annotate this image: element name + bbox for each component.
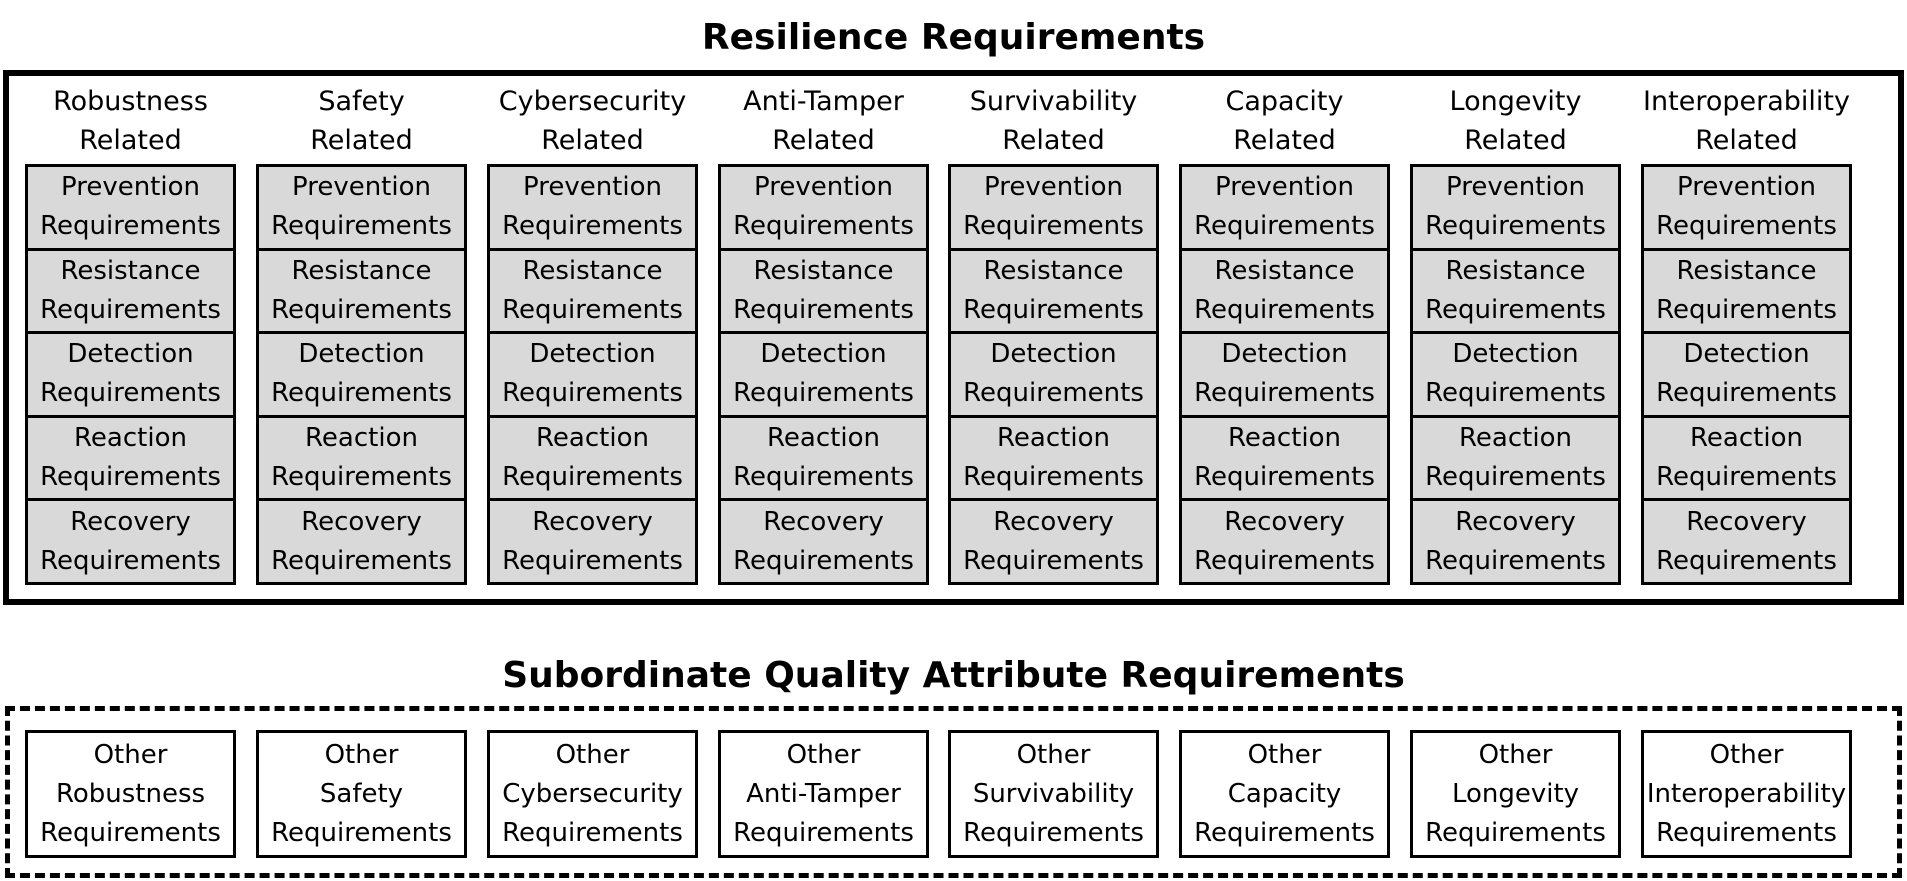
cell-text-line: Requirements <box>40 294 221 325</box>
cell-text-line: Reaction <box>305 423 418 454</box>
recovery-requirements-cell <box>951 498 1156 582</box>
box-text-line: Other <box>324 739 399 770</box>
box-text-line: Other <box>786 739 861 770</box>
box-text-line: Other <box>1709 739 1784 770</box>
cell-text-line: Reaction <box>997 423 1110 454</box>
box-text-line: Other <box>1016 739 1091 770</box>
column-header-longevity <box>1390 82 1641 160</box>
cell-text-line: Prevention <box>983 172 1123 203</box>
cell-text-line: Resistance <box>1676 255 1817 286</box>
other-anti-tamper-requirements-box <box>718 730 929 858</box>
prevention-requirements-cell <box>259 167 464 248</box>
cell-text-line: Requirements <box>963 378 1144 409</box>
cell-text-line: Detection <box>1452 339 1579 370</box>
other-longevity-requirements-box <box>1410 730 1621 858</box>
cell-text-line: Requirements <box>733 294 914 325</box>
column-header-line: Survivability <box>969 86 1138 117</box>
prevention-requirements-cell <box>1182 167 1387 248</box>
reaction-requirements-cell <box>1644 415 1849 499</box>
column-header-line: Cybersecurity <box>498 86 687 117</box>
box-text-line: Requirements <box>1194 817 1375 848</box>
cell-text-line: Resistance <box>983 255 1124 286</box>
column-header-capacity <box>1159 82 1410 160</box>
column-header-line: Capacity <box>1225 86 1344 117</box>
box-text-line: Requirements <box>1425 817 1606 848</box>
resistance-requirements-cell <box>490 248 695 332</box>
cell-text-line: Requirements <box>1425 294 1606 325</box>
reaction-requirements-cell <box>1182 415 1387 499</box>
recovery-requirements-cell <box>721 498 926 582</box>
cell-text-line: Requirements <box>1194 462 1375 493</box>
box-text-line: Requirements <box>40 817 221 848</box>
cell-text-line: Requirements <box>40 211 221 242</box>
cell-text-line: Recovery <box>301 506 422 537</box>
requirements-stack-robustness <box>25 164 236 585</box>
cell-text-line: Requirements <box>40 378 221 409</box>
cell-text-line: Requirements <box>963 294 1144 325</box>
recovery-requirements-cell <box>1644 498 1849 582</box>
reaction-requirements-cell <box>28 415 233 499</box>
column-header-line: Related <box>1233 125 1336 156</box>
box-text-line: Cybersecurity <box>502 778 683 809</box>
prevention-requirements-cell <box>721 167 926 248</box>
recovery-requirements-cell <box>259 498 464 582</box>
cell-text-line: Requirements <box>1656 545 1837 576</box>
detection-requirements-cell <box>951 331 1156 415</box>
requirements-stack-survivability <box>948 164 1159 585</box>
cell-text-line: Reaction <box>767 423 880 454</box>
detection-requirements-cell <box>721 331 926 415</box>
requirements-stack-interoperability <box>1641 164 1852 585</box>
box-text-line: Interoperability <box>1646 778 1847 809</box>
cell-text-line: Requirements <box>502 462 683 493</box>
cell-text-line: Detection <box>1683 339 1810 370</box>
column-header-cybersecurity <box>467 82 718 160</box>
reaction-requirements-cell <box>951 415 1156 499</box>
column-header-interoperability <box>1621 82 1872 160</box>
prevention-requirements-cell <box>1644 167 1849 248</box>
cell-text-line: Requirements <box>502 545 683 576</box>
column-header-line: Interoperability <box>1643 86 1850 117</box>
column-header-line: Related <box>1695 125 1798 156</box>
cell-text-line: Requirements <box>963 545 1144 576</box>
cell-text-line: Requirements <box>1656 211 1837 242</box>
cell-text-line: Requirements <box>1656 378 1837 409</box>
detection-requirements-cell <box>490 331 695 415</box>
requirements-stack-longevity <box>1410 164 1621 585</box>
cell-text-line: Requirements <box>1656 294 1837 325</box>
box-text-line: Other <box>555 739 630 770</box>
column-header-line: Safety <box>318 86 405 117</box>
resistance-requirements-cell <box>28 248 233 332</box>
requirements-stack-cybersecurity <box>487 164 698 585</box>
other-cybersecurity-requirements-box <box>487 730 698 858</box>
detection-requirements-cell <box>1644 331 1849 415</box>
cell-text-line: Requirements <box>1194 294 1375 325</box>
cell-text-line: Prevention <box>291 172 431 203</box>
recovery-requirements-cell <box>28 498 233 582</box>
cell-text-line: Prevention <box>522 172 662 203</box>
resistance-requirements-cell <box>721 248 926 332</box>
cell-text-line: Reaction <box>1690 423 1803 454</box>
cell-text-line: Requirements <box>271 294 452 325</box>
reaction-requirements-cell <box>721 415 926 499</box>
cell-text-line: Requirements <box>733 211 914 242</box>
other-robustness-requirements-box <box>25 730 236 858</box>
cell-text-line: Recovery <box>70 506 191 537</box>
cell-text-line: Recovery <box>1224 506 1345 537</box>
resistance-requirements-cell <box>951 248 1156 332</box>
other-capacity-requirements-box <box>1179 730 1390 858</box>
cell-text-line: Detection <box>990 339 1117 370</box>
cell-text-line: Resistance <box>1445 255 1586 286</box>
cell-text-line: Reaction <box>74 423 187 454</box>
cell-text-line: Recovery <box>993 506 1114 537</box>
box-text-line: Robustness <box>55 778 206 809</box>
column-header-line: Related <box>772 125 875 156</box>
prevention-requirements-cell <box>951 167 1156 248</box>
column-header-line: Related <box>310 125 413 156</box>
recovery-requirements-cell <box>490 498 695 582</box>
detection-requirements-cell <box>1413 331 1618 415</box>
column-header-line: Related <box>1464 125 1567 156</box>
cell-text-line: Requirements <box>271 462 452 493</box>
cell-text-line: Requirements <box>40 462 221 493</box>
cell-text-line: Prevention <box>1676 172 1816 203</box>
cell-text-line: Requirements <box>1425 378 1606 409</box>
cell-text-line: Recovery <box>532 506 653 537</box>
cell-text-line: Prevention <box>60 172 200 203</box>
column-header-safety <box>236 82 487 160</box>
cell-text-line: Requirements <box>963 462 1144 493</box>
box-text-line: Requirements <box>271 817 452 848</box>
prevention-requirements-cell <box>1413 167 1618 248</box>
column-header-line: Robustness <box>53 86 208 117</box>
column-header-line: Related <box>79 125 182 156</box>
detection-requirements-cell <box>28 331 233 415</box>
cell-text-line: Recovery <box>1455 506 1576 537</box>
column-header-line: Longevity <box>1449 86 1582 117</box>
cell-text-line: Recovery <box>1686 506 1807 537</box>
column-header-anti-tamper <box>698 82 949 160</box>
cell-text-line: Detection <box>298 339 425 370</box>
box-text-line: Longevity <box>1451 778 1580 809</box>
cell-text-line: Reaction <box>1459 423 1572 454</box>
resistance-requirements-cell <box>1644 248 1849 332</box>
cell-text-line: Prevention <box>1445 172 1585 203</box>
column-header-survivability <box>928 82 1179 160</box>
cell-text-line: Detection <box>1221 339 1348 370</box>
cell-text-line: Requirements <box>1425 211 1606 242</box>
requirements-stack-capacity <box>1179 164 1390 585</box>
reaction-requirements-cell <box>490 415 695 499</box>
cell-text-line: Requirements <box>733 462 914 493</box>
cell-text-line: Resistance <box>60 255 201 286</box>
cell-text-line: Prevention <box>753 172 893 203</box>
cell-text-line: Resistance <box>1214 255 1355 286</box>
cell-text-line: Detection <box>760 339 887 370</box>
column-header-line: Related <box>541 125 644 156</box>
cell-text-line: Requirements <box>271 378 452 409</box>
box-text-line: Other <box>93 739 168 770</box>
resistance-requirements-cell <box>259 248 464 332</box>
other-interoperability-requirements-box <box>1641 730 1852 858</box>
box-text-line: Requirements <box>1656 817 1837 848</box>
column-header-line: Related <box>1002 125 1105 156</box>
cell-text-line: Requirements <box>502 294 683 325</box>
subordinate-requirements-title: Subordinate Quality Attribute Requirements <box>502 655 1405 696</box>
cell-text-line: Detection <box>67 339 194 370</box>
reaction-requirements-cell <box>259 415 464 499</box>
cell-text-line: Reaction <box>536 423 649 454</box>
cell-text-line: Recovery <box>763 506 884 537</box>
box-text-line: Capacity <box>1227 778 1342 809</box>
detection-requirements-cell <box>259 331 464 415</box>
cell-text-line: Requirements <box>733 545 914 576</box>
cell-text-line: Requirements <box>271 211 452 242</box>
cell-text-line: Detection <box>529 339 656 370</box>
cell-text-line: Requirements <box>963 211 1144 242</box>
cell-text-line: Resistance <box>291 255 432 286</box>
cell-text-line: Requirements <box>1425 462 1606 493</box>
cell-text-line: Requirements <box>1194 378 1375 409</box>
box-text-line: Other <box>1478 739 1553 770</box>
cell-text-line: Resistance <box>522 255 663 286</box>
cell-text-line: Requirements <box>1194 545 1375 576</box>
box-text-line: Survivability <box>972 778 1135 809</box>
detection-requirements-cell <box>1182 331 1387 415</box>
recovery-requirements-cell <box>1413 498 1618 582</box>
resistance-requirements-cell <box>1413 248 1618 332</box>
requirements-stack-anti-tamper <box>718 164 929 585</box>
cell-text-line: Requirements <box>271 545 452 576</box>
cell-text-line: Resistance <box>753 255 894 286</box>
box-text-line: Safety <box>319 778 404 809</box>
box-text-line: Other <box>1247 739 1322 770</box>
prevention-requirements-cell <box>490 167 695 248</box>
cell-text-line: Requirements <box>502 378 683 409</box>
column-header-robustness <box>5 82 256 160</box>
cell-text-line: Requirements <box>40 545 221 576</box>
cell-text-line: Prevention <box>1214 172 1354 203</box>
prevention-requirements-cell <box>28 167 233 248</box>
column-header-line: Anti-Tamper <box>743 86 904 117</box>
cell-text-line: Reaction <box>1228 423 1341 454</box>
cell-text-line: Requirements <box>733 378 914 409</box>
box-text-line: Requirements <box>733 817 914 848</box>
cell-text-line: Requirements <box>502 211 683 242</box>
resistance-requirements-cell <box>1182 248 1387 332</box>
other-safety-requirements-box <box>256 730 467 858</box>
recovery-requirements-cell <box>1182 498 1387 582</box>
requirements-stack-safety <box>256 164 467 585</box>
resilience-requirements-title: Resilience Requirements <box>701 17 1206 58</box>
box-text-line: Anti-Tamper <box>746 778 901 809</box>
cell-text-line: Requirements <box>1656 462 1837 493</box>
box-text-line: Requirements <box>963 817 1144 848</box>
reaction-requirements-cell <box>1413 415 1618 499</box>
other-survivability-requirements-box <box>948 730 1159 858</box>
cell-text-line: Requirements <box>1194 211 1375 242</box>
cell-text-line: Requirements <box>1425 545 1606 576</box>
box-text-line: Requirements <box>502 817 683 848</box>
